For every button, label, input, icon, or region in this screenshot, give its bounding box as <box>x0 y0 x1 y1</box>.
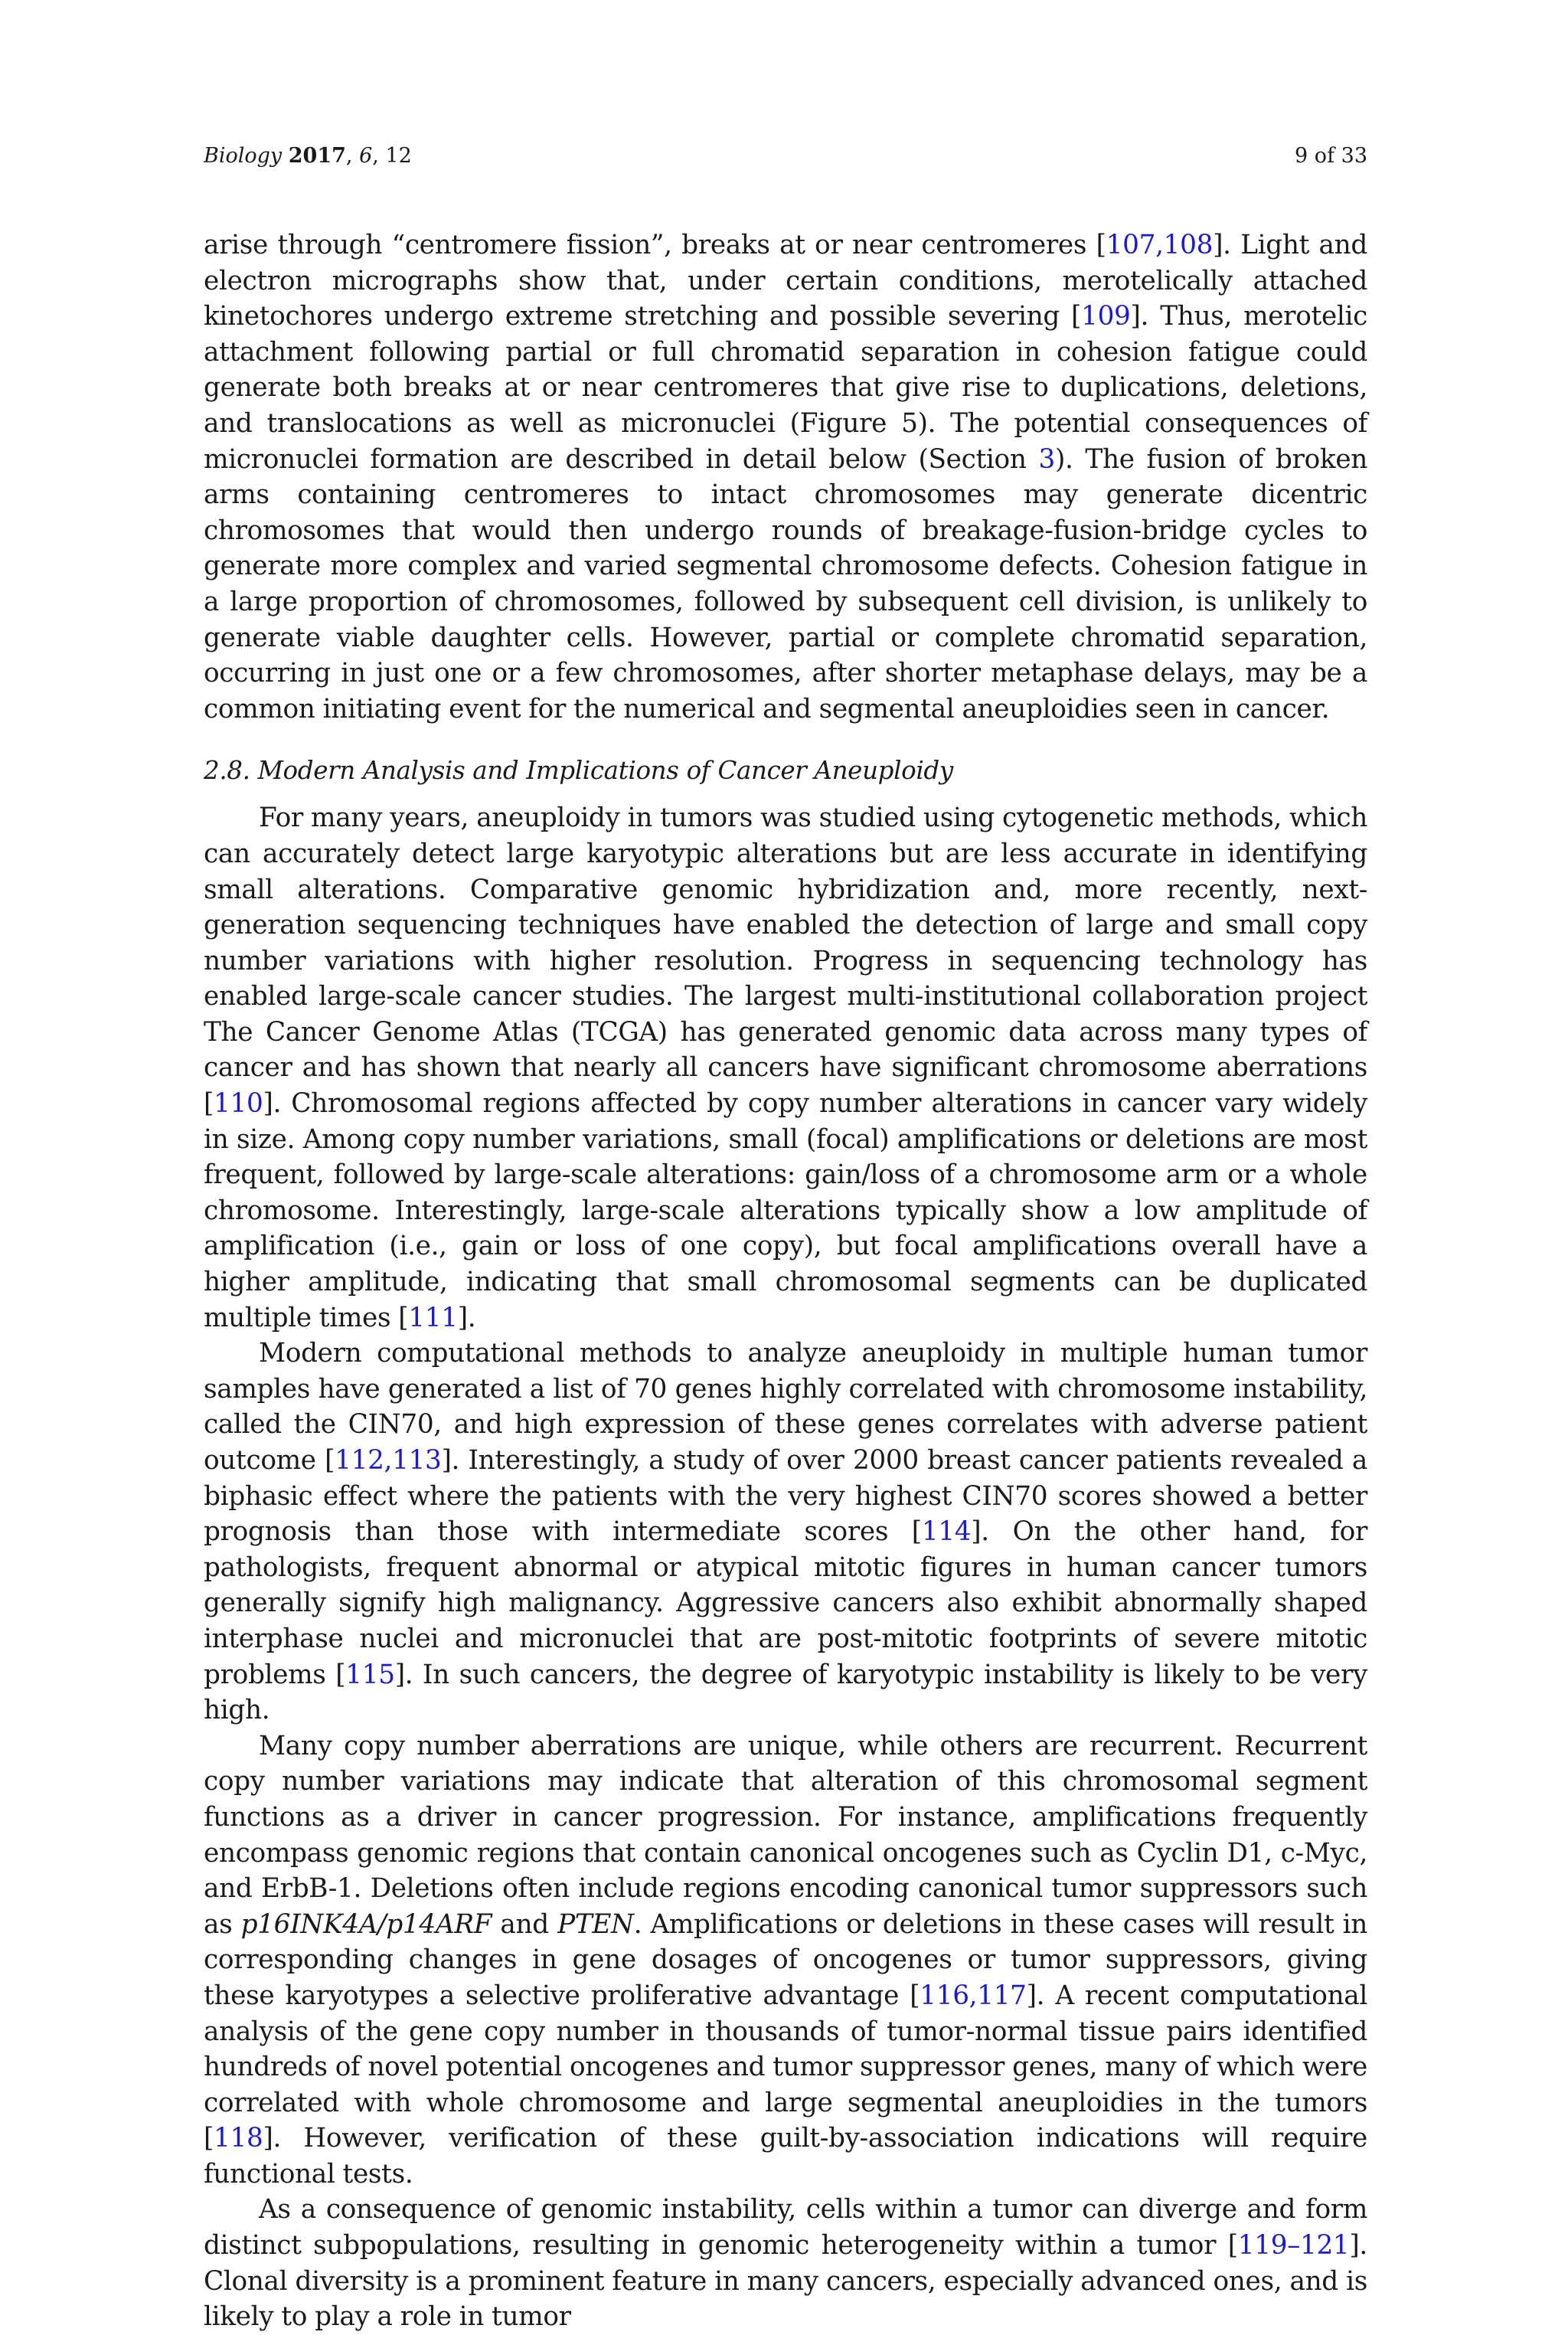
page-number: 9 of 33 <box>1295 144 1367 168</box>
paragraph <box>204 1336 1367 1728</box>
text-run: ]. <box>457 1302 476 1333</box>
text-run: ]. Light and electron micrographs show that, under certain conditions, merotelically attached kinetochores undergo extreme stretching and possible severing [ <box>204 230 1368 332</box>
journal-year: 2017 <box>288 144 346 168</box>
text-run: and <box>492 1908 558 1940</box>
text-run: ]. On the other hand, for pathologists, frequent abnormal or atypical mitotic figures in human cancer tumors generally signify high malignancy. Aggressive cancers also exhibit abnormally shaped interphase nuclei and micronuclei that are post-mitotic footprints of severe mitotic problems [ <box>204 1516 1367 1690</box>
text-run: Modern computational methods to analyze aneuploidy in multiple human tumor samples have generated a list of 70 genes highly correlated with chromosome instability, called the CIN70, and high expression of these genes correlates with adverse patient outcome [ <box>204 1338 1367 1476</box>
journal-name: Biology <box>204 144 283 168</box>
text-run: ]. In such cancers, the degree of karyotypic instability is likely to be very high. <box>204 1659 1368 1726</box>
paragraph <box>204 227 1367 727</box>
citation-link[interactable]: 110 <box>214 1088 263 1120</box>
text-run: For many years, aneuploidy in tumors was studied using cytogenetic methods, which can accurately detect large karyotypic alterations but are less accurate in identifying small alterations. Comparative genomic hybridization and, more recently, next-generation sequencing techniques have enabled the detection of large and small copy number variations with higher resolution. Progress in sequencing technology has enabled large-scale cancer studies. The largest multi-institutional collaboration project The Cancer Genome Atlas (TCGA) has generated genomic data across many types of cancer and has shown that nearly all cancers have significant chromosome aberrations [ <box>204 803 1367 1120</box>
citation-link[interactable]: 109 <box>1081 301 1131 332</box>
paragraph <box>204 2192 1367 2334</box>
journal-volume: 6 <box>359 144 373 168</box>
citation-link[interactable]: 116,117 <box>920 1980 1027 2011</box>
gene-name: p16INK4A/p14ARF <box>240 1908 492 1940</box>
text-run: As a consequence of genomic instability, cells within a tumor can diverge and form distinct subpopulations, resulting in genomic heterogeneity within a tumor [ <box>204 2194 1367 2261</box>
citation-line: Biology 2017, 6, 12 <box>204 144 412 168</box>
text-run: ]. However, verification of these guilt-by-association indications will require functional tests. <box>204 2123 1367 2189</box>
text-run: . Amplifications or deletions in these cases will result in corresponding changes in gene dosages of oncogenes or tumor suppressors, giving these karyotypes a selective proliferative advantage [ <box>204 1908 1367 2011</box>
citation-link[interactable]: 114 <box>921 1516 972 1548</box>
main-text <box>204 227 1367 2335</box>
citation-link[interactable]: 3 <box>1038 443 1055 475</box>
gene-name: PTEN <box>557 1908 634 1940</box>
paragraph <box>204 1728 1367 2193</box>
text-run: ]. A recent computational analysis of the gene copy number in thousands of tumor-normal tissue pairs identified hundreds of novel potential oncogenes and tumor suppressor genes, many of which were correlated with whole chromosome and large segmental aneuploidies in the tumors [ <box>204 1980 1367 2154</box>
citation-link[interactable]: 112,113 <box>335 1445 442 1476</box>
citation-link[interactable]: 118 <box>214 2123 263 2154</box>
citation-link[interactable]: 115 <box>345 1659 395 1690</box>
text-run: ). The fusion of broken arms containing centromeres to intact chromosomes may generate dicentric chromosomes that would then undergo rounds of breakage-fusion-bridge cycles to generate more complex and varied segmental chromosome defects. Cohesion fatigue in a large proportion of chromosomes, followed by subsequent cell division, is unlikely to generate viable daughter cells. However, partial or complete chromatid separation, occurring in just one or a few chromosomes, after shorter metaphase delays, may be a common initiating event for the numerical and segmental aneuploidies seen in cancer. <box>204 443 1368 724</box>
text-run: ]. Interestingly, a study of over 2000 breast cancer patients revealed a biphasic effect where the patients with the very highest CIN70 scores showed a better prognosis than those with intermediate scores [ <box>204 1445 1367 1548</box>
citation-link[interactable]: 107,108 <box>1106 230 1214 260</box>
running-header <box>204 144 1367 168</box>
text-run: ]. Chromosomal regions affected by copy number alterations in cancer vary widely in size. Among copy number variations, small (focal) amplifications or deletions are most frequent, followed by large-scale alterations: gain/loss of a chromosome arm or a whole chromosome. Interestingly, large-scale alterations typically show a low amplitude of amplification (i.e., gain or loss of one copy), but focal amplifications overall have a higher amplitude, indicating that small chromosomal segments can be duplicated multiple times [ <box>204 1088 1367 1333</box>
text-run: Many copy number aberrations are unique, while others are recurrent. Recurrent copy number variations may indicate that alteration of this chromosomal segment functions as a driver in cancer progression. For instance, amplifications frequently encompass genomic regions that contain canonical oncogenes such as Cyclin D1, c-Myc, and ErbB-1. Deletions often include regions encoding canonical tumor suppressors such as <box>204 1730 1367 1940</box>
article-number: , 12 <box>372 144 412 168</box>
paragraph <box>204 800 1367 1336</box>
citation-link[interactable]: 111 <box>408 1302 458 1333</box>
text-run: arise through “centromere fission”, breaks at or near centromeres [ <box>204 230 1106 260</box>
text-run: ]. Thus, merotelic attachment following partial or full chromatid separation in cohesion fatigue could generate both breaks at or near centromeres that give rise to duplications, deletions, and translocations as well as micronuclei (Figure 5). The potential consequences of micronuclei formation are described in detail below (Section <box>204 301 1368 475</box>
section-heading: 2.8. Modern Analysis and Implications of Cancer Aneuploidy <box>204 756 953 786</box>
text-run: ]. Clonal diversity is a prominent feature in many cancers, especially advanced ones, and is likely to play a role in tumor <box>204 2230 1367 2333</box>
citation-link[interactable]: 119–121 <box>1237 2230 1350 2261</box>
